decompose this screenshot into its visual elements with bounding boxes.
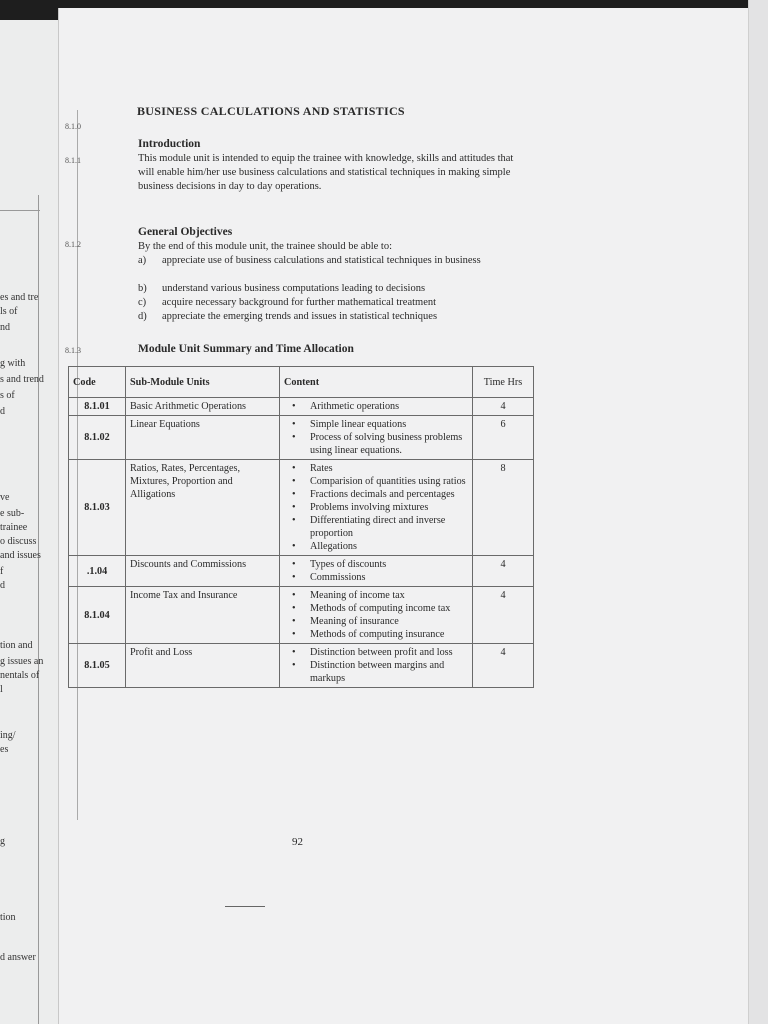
left-page-text: f xyxy=(0,566,4,577)
objective-item xyxy=(138,310,518,324)
content-item: • Distinction between margins and markups xyxy=(310,659,468,685)
left-page-text: es and tre xyxy=(0,292,39,303)
content-item: • Differentiating direct and inverse proportion xyxy=(310,514,468,540)
row-content xyxy=(280,556,473,587)
content-item: • Simple linear equations xyxy=(310,418,468,431)
left-page-fragment xyxy=(0,20,59,1024)
content-item: • Methods of computing income tax xyxy=(310,602,468,615)
objective-text: appreciate the emerging trends and issues in statistical techniques xyxy=(162,311,438,322)
objective-text: appreciate use of business calculations and statistical techniques in business xyxy=(162,255,481,266)
objective-item xyxy=(138,254,518,268)
left-page-text: ing/ xyxy=(0,730,16,741)
content-item: • Rates xyxy=(310,462,468,475)
objectives-intro: By the end of this module unit, the trainee should be able to: xyxy=(138,241,392,252)
header-content: Content xyxy=(280,367,473,398)
margin-mark: 8.1.0 xyxy=(65,122,81,131)
summary-heading: Module Unit Summary and Time Allocation xyxy=(138,343,354,355)
table-row xyxy=(69,556,534,587)
row-time: 4 xyxy=(473,587,534,644)
content-item: • Distinction between profit and loss xyxy=(310,646,468,659)
right-page-edge xyxy=(748,0,768,1024)
left-page-text: ve xyxy=(0,492,10,503)
introduction-text: This module unit is intended to equip the trainee with knowledge, skills and attitudes that will enable him/her use business calculations and statistical techniques in making simple business decisions in day to day operations. xyxy=(138,153,514,192)
row-code: 8.1.04 xyxy=(69,587,126,644)
row-code: 8.1.01 xyxy=(69,398,126,416)
left-page-text: tion xyxy=(0,912,16,923)
row-sub-module: Discounts and Commissions xyxy=(126,556,280,587)
row-time: 4 xyxy=(473,398,534,416)
left-page-text: tion and xyxy=(0,640,33,651)
objective-label: d) xyxy=(138,311,147,322)
margin-mark: 8.1.1 xyxy=(65,156,81,165)
left-page-text: and issues xyxy=(0,550,41,561)
left-page-text: g xyxy=(0,836,5,847)
row-sub-module: Income Tax and Insurance xyxy=(126,587,280,644)
row-content xyxy=(280,587,473,644)
header-time: Time Hrs xyxy=(473,367,534,398)
row-time: 8 xyxy=(473,460,534,556)
left-page-text: g issues an xyxy=(0,656,44,667)
objective-label: a) xyxy=(138,255,147,266)
margin-mark: 8.1.3 xyxy=(65,346,81,355)
content-item: • Methods of computing insurance xyxy=(310,628,468,641)
row-sub-module: Basic Arithmetic Operations xyxy=(126,398,280,416)
table-row xyxy=(69,587,534,644)
left-page-text: nentals of xyxy=(0,670,40,681)
table-row xyxy=(69,644,534,688)
content-item: • Process of solving business problems using linear equations. xyxy=(310,431,468,457)
left-page-text: e sub- xyxy=(0,508,25,519)
objective-label: c) xyxy=(138,297,147,308)
objectives-heading: General Objectives xyxy=(138,226,233,238)
row-content xyxy=(280,460,473,556)
row-content xyxy=(280,644,473,688)
left-page-rule xyxy=(0,210,40,211)
content-item: • Arithmetic operations xyxy=(310,400,468,413)
left-page-text: d xyxy=(0,406,5,417)
left-page-text: trainee xyxy=(0,522,28,533)
row-time: 4 xyxy=(473,644,534,688)
left-page-text: ls of xyxy=(0,306,18,317)
content-item: • Comparision of quantities using ratios xyxy=(310,475,468,488)
footer-dash xyxy=(225,906,265,907)
page-number: 92 xyxy=(292,836,303,848)
row-time: 6 xyxy=(473,416,534,460)
left-page-text: l xyxy=(0,684,3,695)
content-item: • Problems involving mixtures xyxy=(310,501,468,514)
content-item: • Allegations xyxy=(310,540,468,553)
row-sub-module: Ratios, Rates, Percentages, Mixtures, Proportion and Alligations xyxy=(126,460,280,556)
left-page-text: s and trend xyxy=(0,374,44,385)
row-code: 8.1.05 xyxy=(69,644,126,688)
content-item: • Fractions decimals and percentages xyxy=(310,488,468,501)
objective-text: acquire necessary background for further mathematical treatment xyxy=(162,297,437,308)
header-sub-module: Sub-Module Units xyxy=(126,367,280,398)
table-header-row xyxy=(69,367,534,398)
row-content xyxy=(280,398,473,416)
row-code: .1.04 xyxy=(69,556,126,587)
module-summary-table xyxy=(68,366,534,688)
objective-item xyxy=(138,282,518,296)
row-sub-module: Profit and Loss xyxy=(126,644,280,688)
objective-text: understand various business computations leading to decisions xyxy=(162,283,426,294)
table-row xyxy=(69,416,534,460)
header-code: Code xyxy=(69,367,126,398)
content-item: • Types of discounts xyxy=(310,558,468,571)
left-page-text: d answer xyxy=(0,952,36,963)
row-code: 8.1.03 xyxy=(69,460,126,556)
document-title: BUSINESS CALCULATIONS AND STATISTICS xyxy=(137,104,405,118)
objective-item xyxy=(138,296,518,310)
row-code: 8.1.02 xyxy=(69,416,126,460)
row-content xyxy=(280,416,473,460)
left-page-text: s of xyxy=(0,390,15,401)
content-item: • Commissions xyxy=(310,571,468,584)
margin-mark: 8.1.2 xyxy=(65,240,81,249)
left-page-text: o discuss xyxy=(0,536,37,547)
table-row xyxy=(69,460,534,556)
left-page-text: nd xyxy=(0,322,10,333)
content-item: • Meaning of income tax xyxy=(310,589,468,602)
left-page-text: es xyxy=(0,744,9,755)
content-item: • Meaning of insurance xyxy=(310,615,468,628)
row-sub-module: Linear Equations xyxy=(126,416,280,460)
left-page-text: d xyxy=(0,580,5,591)
left-page-text: g with xyxy=(0,358,26,369)
table-row xyxy=(69,398,534,416)
row-time: 4 xyxy=(473,556,534,587)
objective-label: b) xyxy=(138,283,147,294)
introduction-heading: Introduction xyxy=(138,138,201,150)
left-page-column-line xyxy=(38,195,39,1024)
